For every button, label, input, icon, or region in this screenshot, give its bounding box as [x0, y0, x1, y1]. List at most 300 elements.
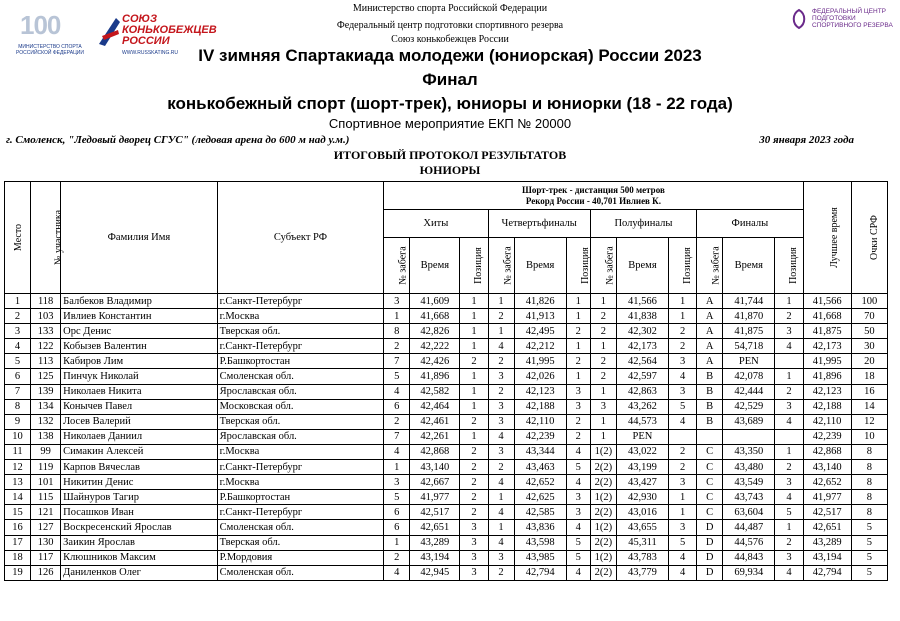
cell-final-race: C	[697, 444, 723, 459]
col-best: Лучшее время	[803, 182, 851, 294]
cell-place: 10	[5, 429, 31, 444]
cell-sf-time: 42,173	[616, 339, 668, 354]
cell-final-race: D	[697, 565, 723, 580]
cell-sf-race: 1(2)	[590, 520, 616, 535]
table-row	[5, 324, 888, 339]
cell-final-race: C	[697, 460, 723, 475]
cell-place: 14	[5, 490, 31, 505]
cell-best-time: 42,868	[803, 444, 851, 459]
cell-bib: 103	[31, 309, 61, 324]
cell-region: Р.Башкортостан	[217, 490, 384, 505]
table-row	[5, 294, 888, 309]
cell-bib: 101	[31, 475, 61, 490]
cell-heat-race: 3	[384, 294, 410, 309]
heats-race: № забега	[384, 238, 410, 294]
cell-qf-race: 3	[488, 550, 514, 565]
cell-sf-pos: 1	[669, 294, 697, 309]
cell-final-time: 54,718	[723, 339, 775, 354]
cell-region: г.Санкт-Петербург	[217, 505, 384, 520]
cell-sf-time: 42,863	[616, 384, 668, 399]
cell-sf-pos: 3	[669, 520, 697, 535]
cell-heat-time: 42,667	[410, 475, 460, 490]
cell-heat-pos: 2	[460, 475, 488, 490]
cell-best-time: 41,875	[803, 324, 851, 339]
cell-sf-time: 42,597	[616, 369, 668, 384]
cell-bib: 126	[31, 565, 61, 580]
cell-heat-race: 6	[384, 505, 410, 520]
cell-qf-race: 3	[488, 399, 514, 414]
cell-qf-pos: 1	[566, 339, 590, 354]
cell-sf-pos: 5	[669, 399, 697, 414]
cell-heat-pos: 2	[460, 505, 488, 520]
cell-final-pos: 2	[775, 460, 803, 475]
page-title: IV зимняя Спартакиада молодежи (юниорская) России 2023	[198, 46, 702, 65]
cell-region: Тверская обл.	[217, 414, 384, 429]
cell-heat-race: 2	[384, 339, 410, 354]
cell-final-pos: 3	[775, 550, 803, 565]
cell-heat-time: 42,945	[410, 565, 460, 580]
cell-sf-race: 2(2)	[590, 460, 616, 475]
cell-sf-pos: 4	[669, 369, 697, 384]
cell-heat-time: 42,651	[410, 520, 460, 535]
cell-final-race: C	[697, 505, 723, 520]
cell-qf-race: 3	[488, 444, 514, 459]
cell-final-time: 44,576	[723, 535, 775, 550]
cell-sf-pos: 4	[669, 550, 697, 565]
cell-final-race: D	[697, 535, 723, 550]
cell-sf-pos	[669, 429, 697, 444]
cell-region: Р.Башкортостан	[217, 354, 384, 369]
cell-points: 5	[851, 535, 887, 550]
cell-heat-time: 42,517	[410, 505, 460, 520]
table-row	[5, 414, 888, 429]
table-row	[5, 565, 888, 580]
heats-time: Время	[410, 238, 460, 294]
cell-sf-pos: 1	[669, 505, 697, 520]
cell-sf-race: 2(2)	[590, 565, 616, 580]
cell-region: Ярославская обл.	[217, 384, 384, 399]
cell-final-time: 42,078	[723, 369, 775, 384]
cell-sf-race: 2(2)	[590, 535, 616, 550]
cell-heat-pos: 3	[460, 535, 488, 550]
cell-heat-race: 1	[384, 535, 410, 550]
cell-sf-pos: 3	[669, 475, 697, 490]
cell-qf-time: 42,239	[514, 429, 566, 444]
cell-bib: 130	[31, 535, 61, 550]
cell-bib: 134	[31, 399, 61, 414]
logo-100-text: 100	[20, 10, 61, 40]
col-place: Место	[5, 182, 31, 294]
cell-name: Николаев Даниил	[61, 429, 218, 444]
semis-race: № забега	[590, 238, 616, 294]
cell-sf-race: 2	[590, 324, 616, 339]
quarters-race: № забега	[488, 238, 514, 294]
cell-heat-pos: 2	[460, 460, 488, 475]
cell-region: Смоленская обл.	[217, 565, 384, 580]
table-row	[5, 550, 888, 565]
cell-qf-time: 43,836	[514, 520, 566, 535]
cell-name: Симакин Алексей	[61, 444, 218, 459]
cell-region: Тверская обл.	[217, 324, 384, 339]
cell-qf-time: 43,985	[514, 550, 566, 565]
cell-qf-pos: 4	[566, 475, 590, 490]
cell-bib: 113	[31, 354, 61, 369]
cell-heat-race: 8	[384, 324, 410, 339]
skate-logo-line2: КОНЬКОБЕЖЦЕВ	[122, 24, 217, 36]
cell-name: Кобызев Валентин	[61, 339, 218, 354]
cell-sf-race: 1(2)	[590, 490, 616, 505]
cell-bib: 138	[31, 429, 61, 444]
cell-sf-pos: 2	[669, 460, 697, 475]
cell-final-race: B	[697, 414, 723, 429]
cell-points: 70	[851, 309, 887, 324]
finals-race: № забега	[697, 238, 723, 294]
cell-qf-time: 41,995	[514, 354, 566, 369]
ministry-line: Министерство спорта Российской Федерации	[352, 3, 548, 14]
cell-place: 16	[5, 520, 31, 535]
cell-qf-pos: 5	[566, 535, 590, 550]
cell-best-time: 42,652	[803, 475, 851, 490]
cell-sf-pos: 5	[669, 535, 697, 550]
cell-name: Лосев Валерий	[61, 414, 218, 429]
cell-qf-pos: 4	[566, 565, 590, 580]
cell-qf-pos: 1	[566, 294, 590, 309]
cell-name: Кабиров Лим	[61, 354, 218, 369]
table-row	[5, 444, 888, 459]
cell-best-time: 41,995	[803, 354, 851, 369]
cell-final-pos: 4	[775, 565, 803, 580]
cell-heat-time: 43,289	[410, 535, 460, 550]
cell-heat-race: 3	[384, 475, 410, 490]
cell-points: 8	[851, 475, 887, 490]
cell-place: 13	[5, 475, 31, 490]
cell-sf-time: 43,262	[616, 399, 668, 414]
cell-heat-race: 7	[384, 429, 410, 444]
cell-final-time: 41,875	[723, 324, 775, 339]
cell-best-time: 42,188	[803, 399, 851, 414]
cell-final-pos: 4	[775, 414, 803, 429]
cell-sf-race: 1	[590, 384, 616, 399]
cell-heat-pos: 3	[460, 565, 488, 580]
cell-heat-pos: 1	[460, 294, 488, 309]
cell-final-time: 41,870	[723, 309, 775, 324]
cell-qf-pos: 2	[566, 354, 590, 369]
cell-sf-time: 43,655	[616, 520, 668, 535]
heats-pos: Позиция	[460, 238, 488, 294]
cell-heat-race: 4	[384, 444, 410, 459]
cell-final-time: 44,843	[723, 550, 775, 565]
cell-final-pos: 2	[775, 309, 803, 324]
cell-qf-pos: 2	[566, 429, 590, 444]
fc-logo-line3: СПОРТИВНОГО РЕЗЕРВА	[812, 22, 893, 29]
cell-final-race	[697, 429, 723, 444]
cell-region: г.Москва	[217, 309, 384, 324]
skate-logo-line3: РОССИИ	[122, 35, 170, 47]
cell-sf-time: 43,199	[616, 460, 668, 475]
cell-points: 50	[851, 324, 887, 339]
col-name: Фамилия Имя	[61, 182, 218, 294]
cell-final-pos: 1	[775, 369, 803, 384]
cell-region: г.Москва	[217, 475, 384, 490]
cell-sf-time: 41,838	[616, 309, 668, 324]
cell-sf-pos: 1	[669, 490, 697, 505]
cell-qf-race: 3	[488, 369, 514, 384]
cell-place: 6	[5, 369, 31, 384]
cell-final-time: 44,487	[723, 520, 775, 535]
cell-bib: 139	[31, 384, 61, 399]
cell-heat-race: 7	[384, 354, 410, 369]
cell-sf-time: 42,302	[616, 324, 668, 339]
cell-qf-pos: 1	[566, 309, 590, 324]
cell-name: Карпов Вячеслав	[61, 460, 218, 475]
cell-bib: 125	[31, 369, 61, 384]
cell-final-race: C	[697, 490, 723, 505]
cell-qf-time: 42,794	[514, 565, 566, 580]
cell-qf-pos: 4	[566, 444, 590, 459]
cell-points: 100	[851, 294, 887, 309]
cell-best-time: 41,977	[803, 490, 851, 505]
cell-points: 10	[851, 429, 887, 444]
cell-final-race: C	[697, 475, 723, 490]
cell-heat-pos: 3	[460, 520, 488, 535]
cell-sf-race: 1	[590, 339, 616, 354]
cell-heat-race: 6	[384, 399, 410, 414]
table-row	[5, 535, 888, 550]
cell-region: Московская обл.	[217, 399, 384, 414]
cell-heat-time: 41,668	[410, 309, 460, 324]
cell-qf-race: 4	[488, 475, 514, 490]
cell-region: Тверская обл.	[217, 535, 384, 550]
table-row	[5, 309, 888, 324]
cell-final-race: B	[697, 384, 723, 399]
cell-name: Клюшников Максим	[61, 550, 218, 565]
cell-points: 8	[851, 444, 887, 459]
cell-final-race: B	[697, 399, 723, 414]
cell-points: 5	[851, 550, 887, 565]
cell-name: Никитин Денис	[61, 475, 218, 490]
cell-qf-pos: 3	[566, 505, 590, 520]
cell-qf-time: 43,463	[514, 460, 566, 475]
cell-final-race: A	[697, 339, 723, 354]
cell-heat-time: 42,868	[410, 444, 460, 459]
cell-best-time: 42,110	[803, 414, 851, 429]
cell-qf-pos: 3	[566, 384, 590, 399]
cell-heat-time: 41,609	[410, 294, 460, 309]
cell-heat-pos: 2	[460, 414, 488, 429]
cell-heat-time: 43,140	[410, 460, 460, 475]
cell-region: Смоленская обл.	[217, 520, 384, 535]
semis-header: Полуфиналы	[590, 210, 696, 238]
cell-bib: 99	[31, 444, 61, 459]
cell-name: Орс Денис	[61, 324, 218, 339]
cell-final-pos	[775, 354, 803, 369]
cell-name: Балбеков Владимир	[61, 294, 218, 309]
cell-final-pos: 1	[775, 444, 803, 459]
cell-qf-pos: 4	[566, 520, 590, 535]
cell-place: 2	[5, 309, 31, 324]
cell-place: 4	[5, 339, 31, 354]
cell-qf-race: 4	[488, 505, 514, 520]
cell-final-time: 42,444	[723, 384, 775, 399]
fc-logo-line2: ПОДГОТОВКИ	[812, 15, 856, 22]
distance-title: Шорт-трек - дистанция 500 метров	[521, 184, 665, 195]
cell-bib: 122	[31, 339, 61, 354]
category-title: ЮНИОРЫ	[419, 163, 481, 177]
cell-final-race: A	[697, 294, 723, 309]
cell-final-pos: 4	[775, 339, 803, 354]
cell-heat-pos: 1	[460, 324, 488, 339]
cell-final-time: 42,529	[723, 399, 775, 414]
cell-qf-time: 42,625	[514, 490, 566, 505]
cell-heat-pos: 3	[460, 550, 488, 565]
cell-heat-pos: 2	[460, 354, 488, 369]
cell-qf-pos: 2	[566, 414, 590, 429]
cell-points: 8	[851, 460, 887, 475]
cell-place: 15	[5, 505, 31, 520]
protocol-title: ИТОГОВЫЙ ПРОТОКОЛ РЕЗУЛЬТАТОВ	[333, 148, 567, 162]
cell-heat-race: 1	[384, 460, 410, 475]
table-row	[5, 384, 888, 399]
center-line: Федеральный центр подготовки спортивного резерва	[336, 20, 564, 31]
cell-sf-time: 45,311	[616, 535, 668, 550]
cell-region: г.Санкт-Петербург	[217, 294, 384, 309]
cell-place: 9	[5, 414, 31, 429]
cell-sf-time: PEN	[616, 429, 668, 444]
cell-region: г.Санкт-Петербург	[217, 460, 384, 475]
cell-sf-pos: 1	[669, 309, 697, 324]
cell-sf-pos: 4	[669, 414, 697, 429]
cell-place: 3	[5, 324, 31, 339]
cell-heat-time: 42,461	[410, 414, 460, 429]
cell-heat-race: 6	[384, 520, 410, 535]
cell-qf-race: 1	[488, 294, 514, 309]
cell-bib: 118	[31, 294, 61, 309]
cell-points: 5	[851, 565, 887, 580]
cell-final-time: 43,350	[723, 444, 775, 459]
cell-name: Воскресенский Ярослав	[61, 520, 218, 535]
cell-sf-time: 43,779	[616, 565, 668, 580]
cell-qf-race: 4	[488, 535, 514, 550]
cell-best-time: 41,566	[803, 294, 851, 309]
cell-place: 19	[5, 565, 31, 580]
cell-best-time: 42,239	[803, 429, 851, 444]
cell-sf-race: 1(2)	[590, 444, 616, 459]
col-bib: № участника	[31, 182, 61, 294]
skate-logo-line1: СОЮЗ	[122, 13, 158, 25]
table-row	[5, 505, 888, 520]
cell-qf-race: 3	[488, 414, 514, 429]
cell-qf-time: 42,026	[514, 369, 566, 384]
cell-final-pos: 5	[775, 505, 803, 520]
cell-qf-race: 2	[488, 309, 514, 324]
cell-sf-race: 1(2)	[590, 550, 616, 565]
cell-place: 1	[5, 294, 31, 309]
cell-qf-time: 42,212	[514, 339, 566, 354]
cell-heat-pos: 2	[460, 490, 488, 505]
cell-sf-race: 1	[590, 414, 616, 429]
cell-qf-pos: 2	[566, 324, 590, 339]
cell-place: 8	[5, 399, 31, 414]
cell-name: Пинчук Николай	[61, 369, 218, 384]
cell-best-time: 43,289	[803, 535, 851, 550]
cell-final-race: A	[697, 324, 723, 339]
heats-header: Хиты	[384, 210, 488, 238]
cell-final-pos: 2	[775, 384, 803, 399]
cell-sf-time: 41,566	[616, 294, 668, 309]
cell-final-race: A	[697, 309, 723, 324]
cell-sf-pos: 2	[669, 324, 697, 339]
results-body	[5, 294, 888, 581]
table-row	[5, 354, 888, 369]
cell-heat-time: 41,977	[410, 490, 460, 505]
cell-heat-pos: 1	[460, 429, 488, 444]
cell-bib: 127	[31, 520, 61, 535]
cell-sf-time: 44,573	[616, 414, 668, 429]
quarters-pos: Позиция	[566, 238, 590, 294]
cell-heat-time: 42,261	[410, 429, 460, 444]
cell-bib: 132	[31, 414, 61, 429]
cell-best-time: 42,517	[803, 505, 851, 520]
cell-qf-race: 4	[488, 429, 514, 444]
cell-final-time: 41,744	[723, 294, 775, 309]
cell-points: 16	[851, 384, 887, 399]
col-points: Очки СРФ	[851, 182, 887, 294]
table-row	[5, 490, 888, 505]
cell-bib: 117	[31, 550, 61, 565]
cell-name: Шайнуров Тагир	[61, 490, 218, 505]
cell-final-race: A	[697, 354, 723, 369]
cell-qf-pos: 3	[566, 490, 590, 505]
cell-final-pos: 4	[775, 490, 803, 505]
cell-sf-race: 1	[590, 429, 616, 444]
cell-best-time: 41,668	[803, 309, 851, 324]
cell-sf-pos: 3	[669, 384, 697, 399]
cell-final-time: 43,743	[723, 490, 775, 505]
cell-heat-race: 1	[384, 309, 410, 324]
cell-final-pos: 1	[775, 520, 803, 535]
cell-name: Ивлиев Константин	[61, 309, 218, 324]
cell-heat-pos: 2	[460, 444, 488, 459]
cell-qf-race: 2	[488, 565, 514, 580]
cell-final-pos: 3	[775, 324, 803, 339]
quarters-header: Четвертьфиналы	[488, 210, 590, 238]
cell-qf-pos: 5	[566, 460, 590, 475]
cell-heat-pos: 1	[460, 384, 488, 399]
cell-qf-time: 41,913	[514, 309, 566, 324]
cell-sf-time: 42,930	[616, 490, 668, 505]
cell-final-pos: 3	[775, 475, 803, 490]
results-table	[4, 181, 888, 581]
cell-points: 18	[851, 369, 887, 384]
cell-name: Николаев Никита	[61, 384, 218, 399]
cell-region: Смоленская обл.	[217, 369, 384, 384]
table-row	[5, 339, 888, 354]
table-row	[5, 399, 888, 414]
cell-sf-race: 1	[590, 294, 616, 309]
cell-sf-time: 43,427	[616, 475, 668, 490]
cell-heat-pos: 1	[460, 399, 488, 414]
cell-qf-race: 2	[488, 460, 514, 475]
table-row	[5, 369, 888, 384]
cell-qf-pos: 3	[566, 399, 590, 414]
cell-sf-race: 3	[590, 399, 616, 414]
cell-qf-time: 42,123	[514, 384, 566, 399]
cell-heat-time: 42,426	[410, 354, 460, 369]
cell-place: 5	[5, 354, 31, 369]
cell-qf-time: 42,188	[514, 399, 566, 414]
cell-name: Конычев Павел	[61, 399, 218, 414]
cell-sf-pos: 3	[669, 354, 697, 369]
